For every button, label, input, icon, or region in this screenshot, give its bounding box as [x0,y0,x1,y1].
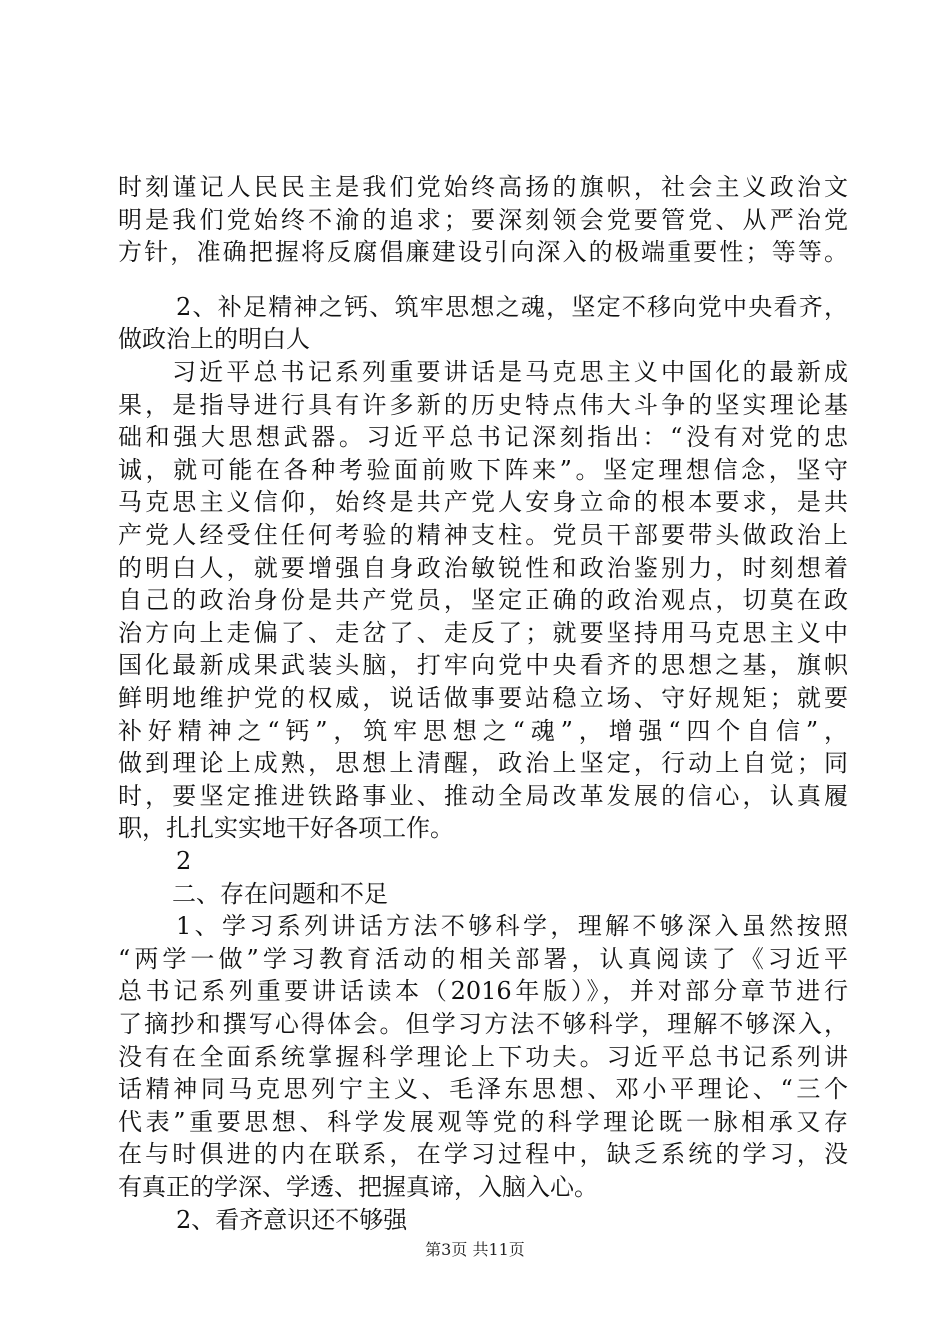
body-text-line: 的明白人，就要增强自身政治敏锐性和政治鉴别力，时刻想着 [118,554,848,582]
body-text-line: 1、学习系列讲话方法不够科学，理解不够深入虽然按照 [176,912,848,940]
body-text-line: 础和强大思想武器。习近平总书记深刻指出：“没有对党的忠 [118,423,848,451]
body-text-line: “两学一做”学习教育活动的相关部署，认真阅读了《习近平 [118,945,848,973]
page-footer: 第3页 共11页 [425,1240,525,1259]
body-text-line: 明是我们党始终不渝的追求；要深刻领会党要管党、从严治党 [118,206,848,234]
body-text-line: 马克思主义信仰，始终是共产党人安身立命的根本要求，是共 [118,488,848,516]
section-heading-line: 做政治上的明白人 [118,325,310,353]
body-text-line: 没有在全面系统掌握科学理论上下功夫。习近平总书记系列讲 [118,1043,848,1071]
body-text-line: 国化最新成果武装头脑，打牢向党中央看齐的思想之基，旗帜 [118,651,848,679]
body-text-line: 职，扎扎实实地干好各项工作。 [118,814,454,842]
body-text-line: 时刻谨记人民民主是我们党始终高扬的旗帜，社会主义政治文 [118,173,848,201]
body-text-line: 了摘抄和撰写心得体会。但学习方法不够科学，理解不够深入， [118,1010,848,1038]
body-text-line: 总书记系列重要讲话读本（2016年版）》，并对部分章节进行 [118,977,848,1005]
body-text-line: 话精神同马克思列宁主义、毛泽东思想、邓小平理论、“三个 [118,1075,848,1103]
body-text-line: 做到理论上成熟，思想上清醒，政治上坚定，行动上自觉；同 [118,749,848,777]
body-text-line: 补好精神之“钙”，筑牢思想之“魂”，增强“四个自信”， [118,717,848,745]
section-heading-line: 2、看齐意识还不够强 [176,1206,408,1234]
body-text-line: 有真正的学深、学透、把握真谛，入脑入心。 [118,1173,598,1201]
body-text-line: 治方向上走偏了、走岔了、走反了；就要坚持用马克思主义中 [118,619,848,647]
body-text-line: 代表”重要思想、科学发展观等党的科学理论既一脉相承又存 [118,1108,848,1136]
body-text-line: 鲜明地维护党的权威，说话做事要站稳立场、守好规矩；就要 [118,684,848,712]
body-text-line: 习近平总书记系列重要讲话是马克思主义中国化的最新成 [172,358,848,386]
page-number-marker: 2 [176,847,192,875]
body-text-line: 在与时俱进的内在联系，在学习过程中，缺乏系统的学习，没 [118,1140,848,1168]
body-text-line: 诚，就可能在各种考验面前败下阵来”。坚定理想信念，坚守 [118,456,848,484]
body-text-line: 时，要坚定推进铁路事业、推动全局改革发展的信心，认真履 [118,782,848,810]
section-heading-line: 2、补足精神之钙、筑牢思想之魂，坚定不移向党中央看齐， [176,293,848,321]
section-heading: 二、存在问题和不足 [172,880,388,908]
body-text-line: 自己的政治身份是共产党员，坚定正确的政治观点，切莫在政 [118,586,848,614]
body-text-line: 方针，准确把握将反腐倡廉建设引向深入的极端重要性；等等。 [118,238,848,266]
body-text-line: 产党人经受住任何考验的精神支柱。党员干部要带头做政治上 [118,521,848,549]
body-text-line: 果，是指导进行具有许多新的历史特点伟大斗争的坚实理论基 [118,391,848,419]
